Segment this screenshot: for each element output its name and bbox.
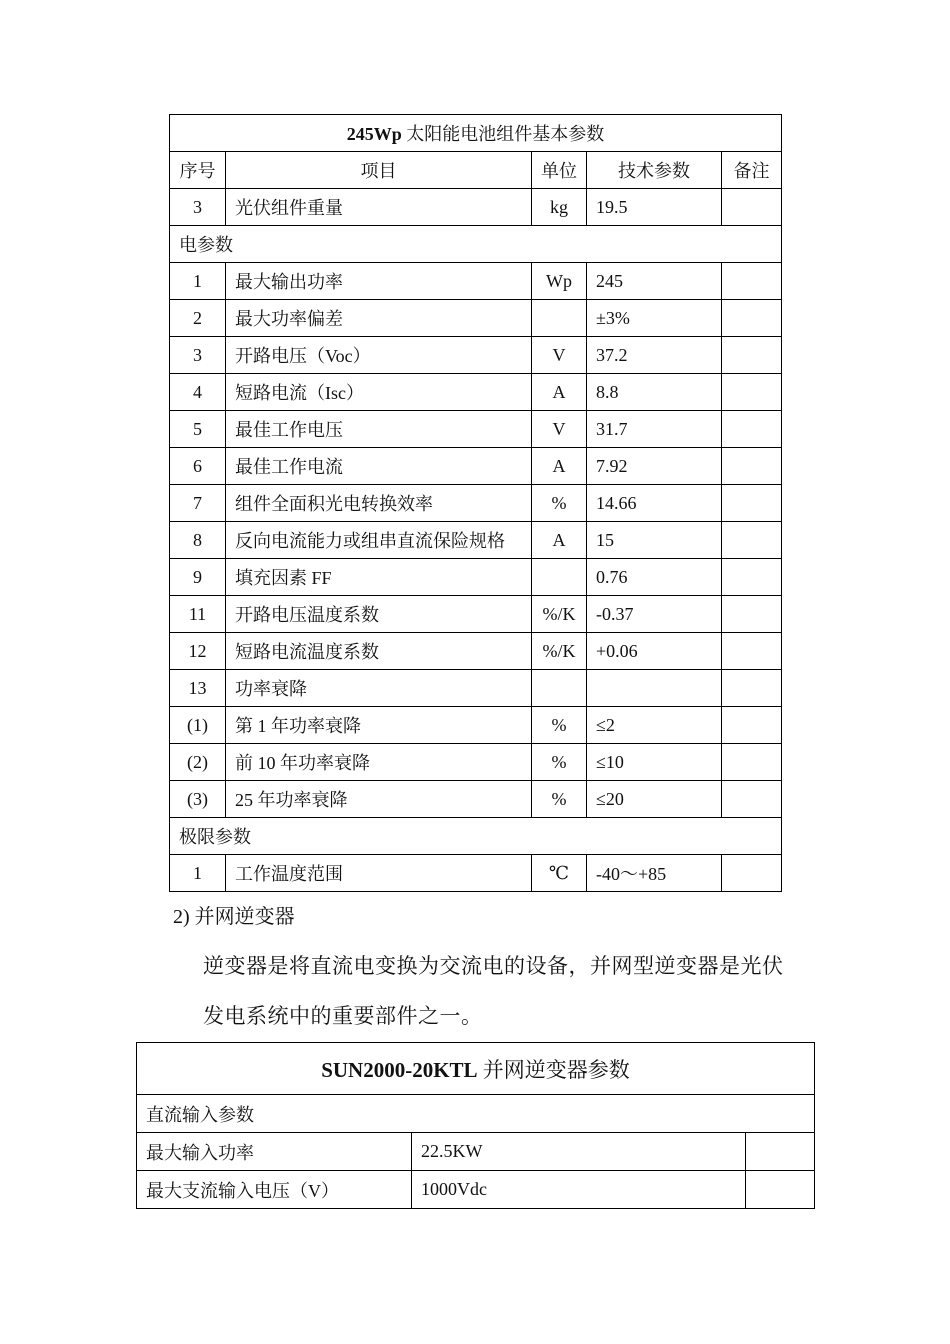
solar-module-parameters-table: [169, 114, 782, 892]
section-heading-inverter: 2) 并网逆变器: [173, 906, 295, 928]
header-note: 备注: [722, 152, 782, 189]
table-row: [170, 855, 782, 892]
table-title-row: [170, 115, 782, 152]
table-row: [170, 633, 782, 670]
row-number-cell: 9: [170, 559, 226, 596]
note-cell: [722, 633, 782, 670]
item-cell: 25 年功率衰降: [226, 781, 532, 818]
header-no: 序号: [170, 152, 226, 189]
inverter-parameters-table: [136, 1042, 815, 1209]
value-cell: +0.06: [587, 633, 722, 670]
value-cell: 1000Vdc: [412, 1171, 746, 1209]
header-item: 项目: [226, 152, 532, 189]
unit-cell: %/K: [532, 596, 587, 633]
table-row: [170, 337, 782, 374]
item-cell: 最大功率偏差: [226, 300, 532, 337]
note-cell: [722, 411, 782, 448]
value-cell: 15: [587, 522, 722, 559]
section-electrical-parameters: 电参数: [170, 226, 782, 263]
value-cell: [587, 670, 722, 707]
value-cell: ≤20: [587, 781, 722, 818]
paragraph-line-1: 逆变器是将直流电变换为交流电的设备，并网型逆变器是光伏: [203, 954, 784, 978]
value-cell: 31.7: [587, 411, 722, 448]
row-number-cell: 1: [170, 855, 226, 892]
row-number-cell: 3: [170, 337, 226, 374]
note-cell: [746, 1133, 815, 1171]
table-row: [170, 707, 782, 744]
value-cell: 245: [587, 263, 722, 300]
note-cell: [722, 448, 782, 485]
value-cell: 22.5KW: [412, 1133, 746, 1171]
section-limit-parameters: 极限参数: [170, 818, 782, 855]
unit-cell: V: [532, 411, 587, 448]
unit-cell: %: [532, 707, 587, 744]
row-number-cell: 4: [170, 374, 226, 411]
note-cell: [722, 337, 782, 374]
note-cell: [722, 781, 782, 818]
section-row: [170, 818, 782, 855]
item-cell: 最佳工作电压: [226, 411, 532, 448]
table-row: [170, 448, 782, 485]
note-cell: [746, 1171, 815, 1209]
table-row: [170, 485, 782, 522]
table-row: [170, 559, 782, 596]
note-cell: [722, 189, 782, 226]
unit-cell: V: [532, 337, 587, 374]
note-cell: [722, 559, 782, 596]
row-number-cell: 5: [170, 411, 226, 448]
section-label: 直流输入参数: [137, 1095, 815, 1133]
value-cell: 14.66: [587, 485, 722, 522]
value-cell: 37.2: [587, 337, 722, 374]
note-cell: [722, 374, 782, 411]
note-cell: [722, 707, 782, 744]
note-cell: [722, 522, 782, 559]
item-cell: 开路电压温度系数: [226, 596, 532, 633]
section-row: [137, 1095, 815, 1133]
unit-cell: A: [532, 522, 587, 559]
item-cell: 最大输入功率: [137, 1133, 412, 1171]
table-row: [170, 522, 782, 559]
item-cell: 短路电流（Isc）: [226, 374, 532, 411]
paragraph-line-2: 发电系统中的重要部件之一。: [203, 1004, 483, 1028]
unit-cell: [532, 670, 587, 707]
table-title: 245Wp 太阳能电池组件基本参数: [170, 115, 782, 152]
row-number-cell: 3: [170, 189, 226, 226]
note-cell: [722, 485, 782, 522]
table-header-row: [170, 152, 782, 189]
value-cell: 19.5: [587, 189, 722, 226]
table-row: [137, 1133, 815, 1171]
table-row: [170, 781, 782, 818]
unit-cell: [532, 559, 587, 596]
section-row: [170, 226, 782, 263]
table-title: SUN2000-20KTL 并网逆变器参数: [137, 1043, 815, 1095]
unit-cell: Wp: [532, 263, 587, 300]
unit-cell: kg: [532, 189, 587, 226]
row-number-cell: 8: [170, 522, 226, 559]
unit-cell: %: [532, 781, 587, 818]
note-cell: [722, 263, 782, 300]
item-cell: 最大支流输入电压（V）: [137, 1171, 412, 1209]
row-number-cell: 6: [170, 448, 226, 485]
unit-cell: %: [532, 485, 587, 522]
note-cell: [722, 744, 782, 781]
header-unit: 单位: [532, 152, 587, 189]
note-cell: [722, 855, 782, 892]
table-row: [170, 300, 782, 337]
note-cell: [722, 300, 782, 337]
value-cell: -40～+85: [587, 855, 722, 892]
row-number-cell: 2: [170, 300, 226, 337]
item-cell: 功率衰降: [226, 670, 532, 707]
table-row: [170, 189, 782, 226]
item-cell: 短路电流温度系数: [226, 633, 532, 670]
row-number-cell: 11: [170, 596, 226, 633]
unit-cell: %/K: [532, 633, 587, 670]
unit-cell: %: [532, 744, 587, 781]
item-cell: 最佳工作电流: [226, 448, 532, 485]
value-cell: 0.76: [587, 559, 722, 596]
note-cell: [722, 670, 782, 707]
value-cell: -0.37: [587, 596, 722, 633]
row-number-cell: (1): [170, 707, 226, 744]
table-title-row: [137, 1043, 815, 1095]
row-number-cell: 13: [170, 670, 226, 707]
item-cell: 开路电压（Voc）: [226, 337, 532, 374]
unit-cell: A: [532, 374, 587, 411]
unit-cell: [532, 300, 587, 337]
table-row: [170, 596, 782, 633]
table-row: [170, 744, 782, 781]
table-row: [170, 374, 782, 411]
value-cell: ≤2: [587, 707, 722, 744]
item-cell: 最大输出功率: [226, 263, 532, 300]
table-row: [170, 670, 782, 707]
item-cell: 前 10 年功率衰降: [226, 744, 532, 781]
row-number-cell: 7: [170, 485, 226, 522]
value-cell: 7.92: [587, 448, 722, 485]
table-row: [137, 1171, 815, 1209]
row-number-cell: 1: [170, 263, 226, 300]
note-cell: [722, 596, 782, 633]
table-row: [170, 411, 782, 448]
item-cell: 工作温度范围: [226, 855, 532, 892]
row-number-cell: 12: [170, 633, 226, 670]
table-row: [170, 263, 782, 300]
item-cell: 光伏组件重量: [226, 189, 532, 226]
item-cell: 第 1 年功率衰降: [226, 707, 532, 744]
value-cell: ≤10: [587, 744, 722, 781]
item-cell: 组件全面积光电转换效率: [226, 485, 532, 522]
value-cell: ±3%: [587, 300, 722, 337]
row-number-cell: (3): [170, 781, 226, 818]
item-cell: 填充因素 FF: [226, 559, 532, 596]
unit-cell: ℃: [532, 855, 587, 892]
unit-cell: A: [532, 448, 587, 485]
row-number-cell: (2): [170, 744, 226, 781]
value-cell: 8.8: [587, 374, 722, 411]
header-value: 技术参数: [587, 152, 722, 189]
item-cell: 反向电流能力或组串直流保险规格: [226, 522, 532, 559]
